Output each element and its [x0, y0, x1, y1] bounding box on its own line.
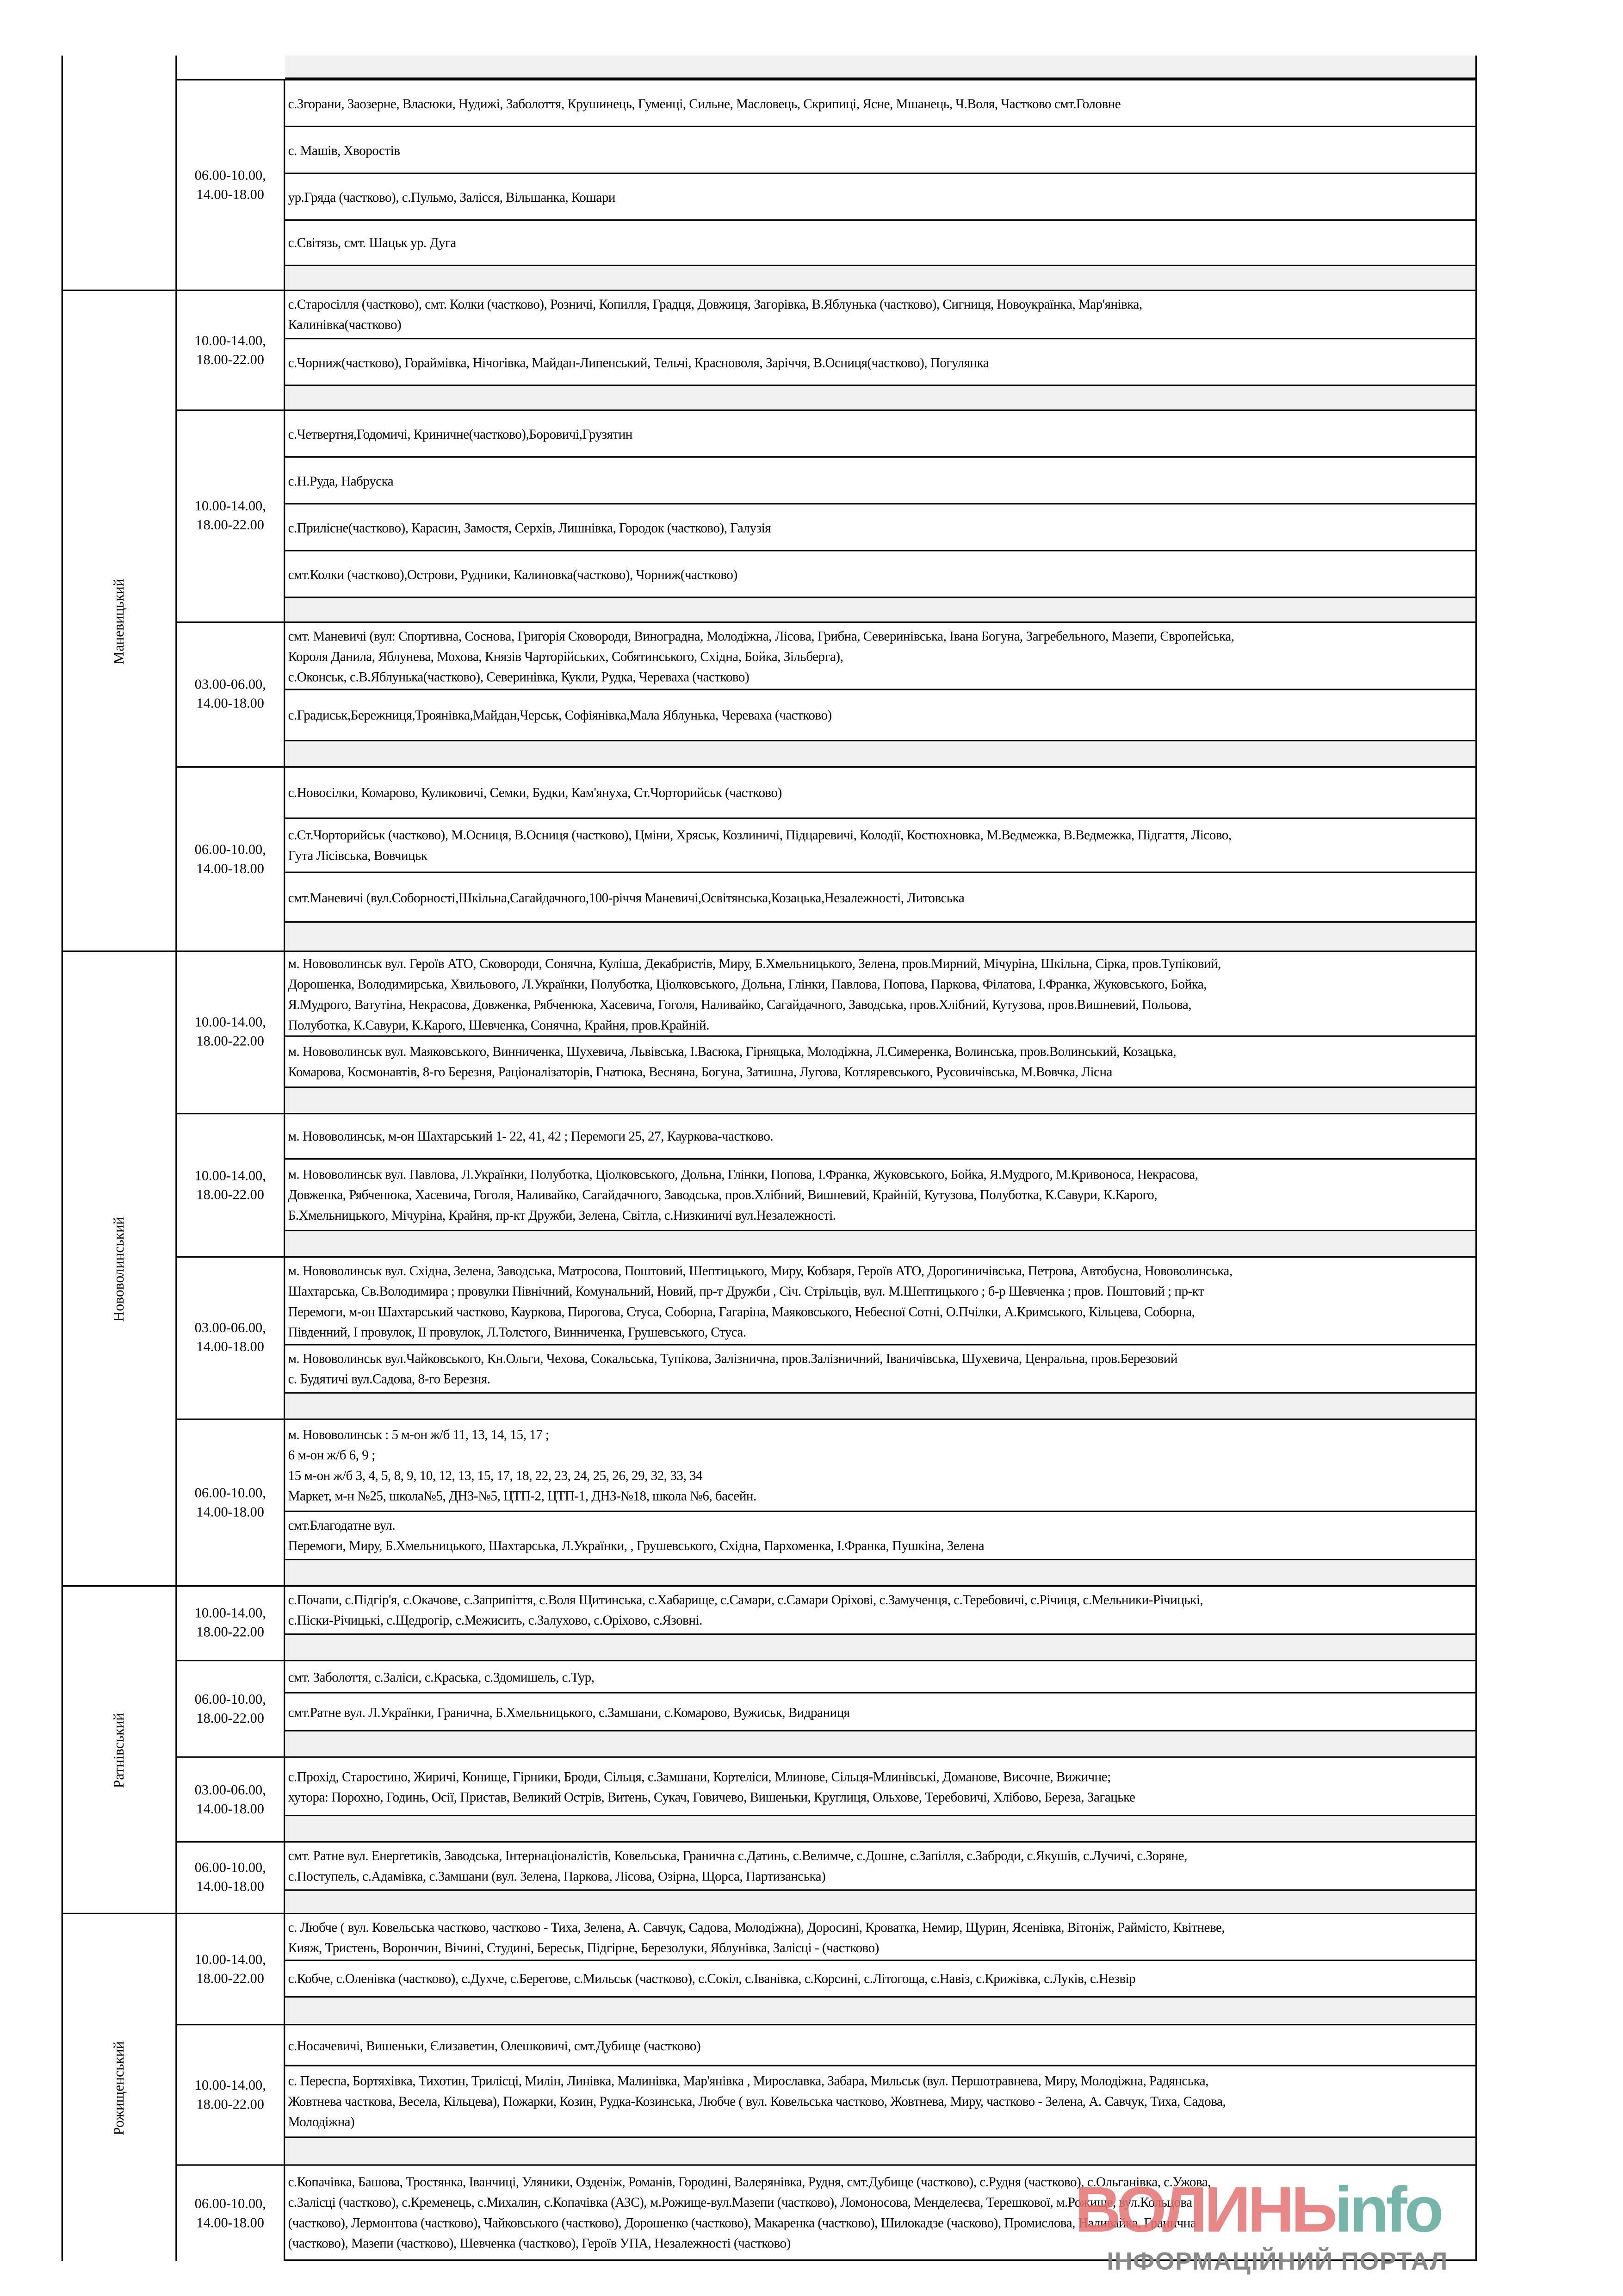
schedule-group — [177, 766, 1477, 950]
settlement-row: с.Градиськ,Бережниця,Троянівка,Майдан,Черськ, Софіянівка,Мала Яблунька, Череваха (частково) — [285, 690, 1475, 742]
outage-time-cell: 06.00-10.00, 14.00-18.00 — [177, 768, 285, 950]
settlement-rows — [285, 768, 1477, 950]
volyn-info-watermark — [1075, 2176, 1619, 2293]
district-name-cell — [63, 952, 177, 1585]
schedule-group — [177, 1419, 1477, 1585]
outage-time-cell: 10.00-14.00, 18.00-22.00 — [177, 291, 285, 410]
settlement-row: с.Кобче, с.Оленівка (частково), с.Духче, с.Берегове, с.Мильськ (частково), с.Сокіл, с.Іванівка, с.Корсині, с.Літогоща, с.Навіз, с.Крижівка, с.Луків, с.Незвір — [285, 1961, 1475, 1998]
outage-time-cell: 03.00-06.00, 14.00-18.00 — [177, 623, 285, 766]
schedule-group — [177, 291, 1477, 410]
schedule-groups — [177, 1587, 1477, 1913]
settlement-row: с.Прилісне(частково), Карасин, Замостя, Серхів, Лишнівка, Городок (частково), Галузія — [285, 504, 1475, 551]
spacer-row — [285, 1816, 1475, 1841]
watermark-brand-red: ВОЛИНЬ — [1074, 2174, 1335, 2246]
outage-time-cell: 10.00-14.00, 18.00-22.00 — [177, 2025, 285, 2164]
outage-time-cell: 10.00-14.00, 18.00-22.00 — [177, 1114, 285, 1256]
settlement-rows — [285, 1114, 1477, 1256]
outage-time-cell: 10.00-14.00, 18.00-22.00 — [177, 1587, 285, 1660]
outage-time-cell: 06.00-10.00, 14.00-18.00 — [177, 81, 285, 290]
spacer-row — [285, 56, 1477, 79]
settlement-row: м. Нововолинськ вул. Героїв АТО, Сковороди, Сонячна, Куліша, Декабристів, Миру, Б.Хмельницького, Зелена, пров.Мирний, Мічуріна, Шкільна, Сірка, пров.Тупіковий, Дорошенка, Володимирська, Хвильового, Л.Українки, Полуботка, Ціолковського, Дольна, Глінки, Павлова, Попова, Паркова, Філатова, І.Франка, Жуковського, Бойка, Я.Мудрого, Ватутіна, Некрасова, Довженка, Рябченюка, Хасевича, Гоголя, Наливайко, Сагайдачного, Заводська, пров.Хлібний, Кутузова, пров.Вишневий, Польова, Полуботка, К.Савури, К.Карого, Шевченка, Сонячна, Крайня, пров.Крайній. — [285, 952, 1475, 1036]
spacer-row — [285, 1891, 1475, 1912]
district-section — [62, 1585, 1477, 1913]
settlement-rows — [285, 81, 1477, 290]
spacer-row — [285, 2138, 1475, 2165]
settlement-row: с.Почапи, с.Підгір'я, с.Окачове, с.Заприпіття, с.Воля Щитинська, с.Хабарище, с.Самари, с.Самари Оріхові, с.Замученця, с.Теребовичі, с.Річиця, с.Мельники-Річицькі, с.Піски-Річицькі, с.Щедрогір, с.Межисить, с.Залухово, с.Оріхово, с.Язовні. — [285, 1587, 1475, 1635]
settlement-row: смт.Благодатне вул. Перемоги, Миру, Б.Хмельницького, Шахтарська, Л.Українки, , Грушевського, Східна, Пархоменка, І.Франка, Пушкіна, Зелена — [285, 1512, 1475, 1560]
settlement-row: с. Машів, Хворостів — [285, 127, 1475, 174]
settlement-rows — [285, 1661, 1477, 1756]
outage-schedule-table — [62, 56, 1477, 2261]
district-section — [62, 950, 1477, 1585]
schedule-group — [177, 1756, 1477, 1841]
district-name-cell — [63, 291, 177, 950]
settlement-row: м. Нововолинськ, м-он Шахтарський 1- 22, 41, 42 ; Перемоги 25, 27, Кауркова-частково. — [285, 1114, 1475, 1160]
outage-time-cell: 06.00-10.00, 14.00-18.00 — [177, 1420, 285, 1585]
settlement-row: смт.Ратне вул. Л.Українки, Гранична, Б.Хмельницького, с.Замшани, с.Комарово, Вужиськ, Видраниця — [285, 1694, 1475, 1731]
spacer-row — [285, 1394, 1475, 1419]
settlement-row: смт. Заболоття, с.Заліси, с.Краська, с.Здомишель, с.Тур, — [285, 1661, 1475, 1694]
settlement-rows — [285, 1420, 1477, 1585]
settlement-row: м. Нововолинськ : 5 м-он ж/б 11, 13, 14, 15, 17 ; 6 м-он ж/б 6, 9 ; 15 м-он ж/б 3, 4, 5, 8, 9, 10, 12, 13, 15, 17, 18, 22, 23, 24, 25, 26, 29, 32, 33, 34 Маркет, м-н №25, школа№5, ДНЗ-№5, ЦТП-2, ЦТП-1, ДНЗ-№18, школа №6, басейн. — [285, 1420, 1475, 1512]
settlement-row: м. Нововолинськ вул. Маяковського, Винниченка, Шухевича, Львівська, І.Васюка, Гірняцька, Молодіжна, Л.Симеренка, Волинська, пров.Волинський, Козацька, Комарова, Космонавтів, 8-го Березня, Раціоналізаторів, Гнатюка, Весняна, Богуна, Затишна, Лугова, Котляревського, Русовичівська, М.Вовчка, Лісна — [285, 1037, 1475, 1088]
district-name-cell — [63, 1914, 177, 2261]
settlement-rows — [285, 411, 1477, 621]
settlement-row: с.Ст.Чорторийськ (частково), М.Осниця, В.Осниця (частково), Цміни, Хряськ, Козлиничі, Підцаревичі, Колодії, Костюхновка, М.Ведмежка, В.Ведмежка, Підгаття, Лісово, Гута Лісівська, Вовчицьк — [285, 819, 1475, 873]
settlement-row: с.Новосілки, Комарово, Куликовичі, Семки, Будки, Кам'януха, Ст.Чорторийськ (частково) — [285, 768, 1475, 819]
settlement-rows — [285, 1843, 1477, 1913]
district-name: Нововолинський — [111, 1216, 127, 1321]
watermark-logo — [1075, 2176, 1619, 2246]
district-name: Маневицький — [111, 577, 127, 664]
district-name-cell — [63, 56, 177, 290]
outage-time-cell: 06.00-10.00, 18.00-22.00 — [177, 1661, 285, 1756]
schedule-group — [177, 1914, 1477, 2024]
spacer-row — [285, 1088, 1475, 1113]
settlement-row: с.Н.Руда, Набруска — [285, 458, 1475, 504]
outage-time-cell: 03.00-06.00, 14.00-18.00 — [177, 1758, 285, 1841]
spacer-row — [285, 1998, 1475, 2024]
settlement-rows — [285, 1914, 1477, 2024]
settlement-row: смт.Маневичі (вул.Соборності,Шкільна,Сагайдачного,100-річчя Маневичі,Освітянська,Козацька,Незалежності, Литовська — [285, 873, 1475, 923]
settlement-row: с.Копачівка, Башова, Тростянка, Іванчиці, Уляники, Озденіж, Романів, Городині, Валерянівка, Рудня, смт.Дубище (частково), с.Рудня (частково), с.Ольганівка, с.Ужова, с.Залісці (частково), с.Кременець, с.Михалин, с.Копачівка (АЗС), м.Рожище-вул.Мазепи (частково), Ломоносова, Менделеєва, Терешкової, м.Рожище, вул.Кольцова (частково), Лермонтова (частково), Чайковського (частково), Дорошенко (частково), Макаренка (частково), Шилокадзе (часково), Промислова, Наливайка, Гранична (частково), Мазепи (частково), Шевченка (частково), Героїв УПА, Незалежності (частково) — [285, 2166, 1475, 2261]
settlement-row: м. Нововолинськ вул. Східна, Зелена, Заводська, Матросова, Поштовий, Шептицького, Миру, Кобзаря, Героїв АТО, Дорогиничівська, Петрова, Автобусна, Нововолинська, Шахтарська, Св.Володимира ; провулки Північний, Комунальний, Новий, пр-т Дружби , Січ. Стрільців, вул. М.Шептицького ; б-р Шевченка ; пров. Поштовий ; пр-кт Перемоги, м-он Шахтарський частково, Кауркова, Пирогова, Стуса, Соборна, Гагаріна, Маяковського, Небесної Сотні, О.Пчілки, А.Кримського, Кільцева, Соборна, Південний, І провулок, ІІ провулок, Л.Толстого, Винниченка, Грушевського, Стуса. — [285, 1258, 1475, 1346]
settlement-rows — [285, 623, 1477, 766]
schedule-group — [177, 79, 1477, 290]
outage-time-cell: 06.00-10.00, 14.00-18.00 — [177, 1843, 285, 1913]
district-name-cell — [63, 1587, 177, 1913]
settlement-row: с. Любче ( вул. Ковельська частково, частково - Тиха, Зелена, А. Савчук, Садова, Молодіжна), Доросині, Кроватка, Немир, Щурин, Ясенівка, Вітоніж, Раймісто, Квітневе, Кияж, Тристень, Ворончин, Вічині, Студині, Береськ, Підгірне, Березолуки, Яблунівка, Залісці - (частково) — [285, 1914, 1475, 1961]
outage-time-cell: 10.00-14.00, 18.00-22.00 — [177, 952, 285, 1113]
settlement-rows — [285, 1587, 1477, 1660]
district-section — [62, 56, 1477, 290]
settlement-row: м. Нововолинськ вул. Павлова, Л.Українки, Полуботка, Ціолковського, Дольна, Глінки, Попова, І.Франка, Жуковського, Бойка, Я.Мудрого, М.Кривоноса, Некрасова, Довженка, Рябченюка, Хасевича, Гоголя, Наливайко, Сагайдачного, Заводська, пров.Хлібний, Вишневий, Крайній, Кутузова, Полуботка, К.Савури, К.Карого, Б.Хмельницького, Мічуріна, Крайня, пр-кт Дружби, Зелена, Світла, с.Низкиничі вул.Незалежності. — [285, 1160, 1475, 1231]
schedule-group — [177, 952, 1477, 1113]
settlement-row: с.Носачевичі, Вишеньки, Єлизаветин, Олешковичі, смт.Дубище (частково) — [285, 2025, 1475, 2066]
outage-time-cell: 10.00-14.00, 18.00-22.00 — [177, 1914, 285, 2024]
settlement-row: с.Чорниж(частково), Гораймівка, Нічогівка, Майдан-Липенський, Тельчі, Красноволя, Заріччя, В.Осниця(частково), Погулянка — [285, 339, 1475, 386]
settlement-row: смт. Маневичі (вул: Спортивна, Соснова, Григорія Сковороди, Виноградна, Молодіжна, Лісова, Грибна, Северинівська, Івана Богуна, Загребельного, Мазепи, Європейська, Короля Данила, Яблунева, Мохова, Князів Чарторійських, Собятинського, Східна, Бойка, Зільберга), с.Оконськ, с.В.Яблунька(частково), Северинівка, Кукли, Рудка, Череваха (частково) — [285, 623, 1475, 690]
district-section — [62, 290, 1477, 951]
settlement-row: м. Нововолинськ вул.Чайковського, Кн.Ольги, Чехова, Сокальська, Тупікова, Залізнична, пров.Залізничний, Іваничівська, Шухевича, Ценральна, пров.Березовий с. Будятичі вул.Садова, 8-го Березня. — [285, 1346, 1475, 1394]
schedule-groups — [177, 291, 1477, 950]
district-name: Рожищенський — [111, 2040, 127, 2135]
spacer-row — [285, 923, 1475, 950]
spacer-row — [285, 266, 1475, 290]
settlement-row: ур.Гряда (частково), с.Пульмо, Залісся, Вільшанка, Кошари — [285, 174, 1475, 221]
outage-time-cell: 10.00-14.00, 18.00-22.00 — [177, 411, 285, 621]
schedule-group — [177, 1256, 1477, 1419]
spacer-row — [285, 386, 1475, 410]
spacer-row — [285, 1731, 1475, 1756]
settlement-rows — [285, 952, 1477, 1113]
watermark-subtitle: ІНФОРМАЦІЙНИЙ ПОРТАЛ — [1107, 2247, 1448, 2276]
district-name: Ратнівський — [111, 1712, 127, 1787]
schedule-groups — [177, 56, 1477, 290]
settlement-row: с.Старосілля (частково), смт. Колки (частково), Розничі, Копилля, Градця, Довжиця, Загорівка, В.Яблунька (частково), Сигниця, Новоукраїнка, Мар'янівка, Калинівка(частково) — [285, 291, 1475, 339]
settlement-rows — [285, 2025, 1477, 2164]
outage-time-cell: 03.00-06.00, 14.00-18.00 — [177, 1258, 285, 1419]
settlement-row: с.Прохід, Старостино, Жиричі, Конище, Гірники, Броди, Сільця, с.Замшани, Кортеліси, Млинове, Сільця-Млинівські, Доманове, Височне, Вижичне; хутора: Порохно, Годинь, Осії, Пристав, Великий Острів, Витень, Сукач, Говичево, Вишеньки, Круглиця, Ольхове, Теребовичі, Хлібово, Береза, Загацьке — [285, 1758, 1475, 1816]
watermark-brand-teal: info — [1334, 2174, 1441, 2246]
spacer-row — [285, 1635, 1475, 1660]
settlement-row: с.Четвертня,Годомичі, Криничне(частково),Боровичі,Грузятин — [285, 411, 1475, 458]
settlement-rows — [285, 1758, 1477, 1841]
spacer-row — [285, 741, 1475, 766]
settlement-row: с.Згорани, Заозерне, Власюки, Нудижі, Заболоття, Крушинець, Гуменці, Сильне, Масловець, Скрипиці, Ясне, Мшанець, Ч.Воля, Частково смт.Головне — [285, 81, 1475, 127]
schedule-group — [177, 2024, 1477, 2164]
schedule-group — [177, 1587, 1477, 1660]
schedule-group — [177, 621, 1477, 766]
spacer-row — [285, 1231, 1475, 1256]
outage-time-cell: 06.00-10.00, 14.00-18.00 — [177, 2166, 285, 2261]
settlement-row: с.Світязь, смт. Шацьк ур. Дуга — [285, 221, 1475, 266]
schedule-group — [177, 410, 1477, 621]
schedule-group — [177, 1113, 1477, 1256]
spacer-row — [285, 598, 1475, 622]
settlement-row: с. Переспа, Бортяхівка, Тихотин, Трилісці, Милін, Линівка, Малинівка, Мар'янівка , Мирославка, Забара, Мильськ (вул. Першотравнева, Миру, Молодіжна, Радянська, Жовтнева часткова, Весела, Кільцева), Пожарки, Козин, Рудка-Козинська, Любче ( вул. Ковельська частково, Жовтнева, Миру, частково - Зелена, А. Савчук, Тиха, Садова, Молодіжна) — [285, 2066, 1475, 2138]
schedule-group — [177, 1841, 1477, 1913]
schedule-group — [177, 1660, 1477, 1756]
settlement-row: смт. Ратне вул. Енергетиків, Заводська, Інтернаціоналістів, Ковельська, Гранична с.Датинь, с.Велимче, с.Дошне, с.Запілля, с.Заброди, с.Якушів, с.Лучичі, с.Зоряне, с.Поступель, с.Адамівка, с.Замшани (вул. Зелена, Паркова, Лісова, Озірна, Щорса, Партизанська) — [285, 1843, 1475, 1891]
settlement-rows — [285, 1258, 1477, 1419]
settlement-rows — [285, 291, 1477, 410]
spacer-row — [285, 1560, 1475, 1585]
settlement-row: смт.Колки (частково),Острови, Рудники, Калиновка(частково), Чорниж(частково) — [285, 551, 1475, 598]
schedule-groups — [177, 952, 1477, 1585]
